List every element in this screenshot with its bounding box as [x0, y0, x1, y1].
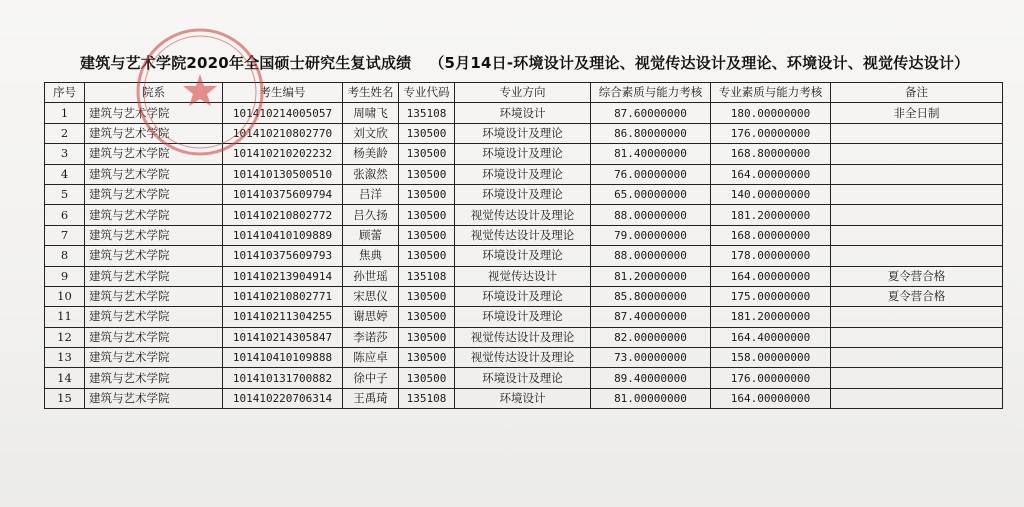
cell-major-direction: 环境设计: [455, 388, 591, 408]
cell-department: 建筑与艺术学院: [85, 144, 223, 164]
cell-candidate-name: 宋思仪: [343, 286, 399, 306]
cell-major-direction: 环境设计及理论: [455, 164, 591, 184]
cell-index: 10: [45, 286, 85, 306]
cell-index: 8: [45, 246, 85, 266]
cell-major-code: 135108: [399, 103, 455, 123]
cell-index: 5: [45, 184, 85, 204]
table-row: [45, 164, 1003, 184]
cell-candidate-name: 陈应卓: [343, 348, 399, 368]
cell-department: 建筑与艺术学院: [85, 388, 223, 408]
cell-professional-score: 140.00000000: [711, 184, 831, 204]
table-row: [45, 388, 1003, 408]
cell-remarks: [831, 246, 1003, 266]
cell-general-score: 87.60000000: [591, 103, 711, 123]
cell-index: 6: [45, 205, 85, 225]
cell-remarks: [831, 144, 1003, 164]
cell-candidate-name: 吕久扬: [343, 205, 399, 225]
cell-general-score: 81.40000000: [591, 144, 711, 164]
cell-major-code: 135108: [399, 266, 455, 286]
header-major-code: 专业代码: [399, 83, 455, 103]
cell-general-score: 73.00000000: [591, 348, 711, 368]
cell-major-code: 130500: [399, 307, 455, 327]
cell-professional-score: 175.00000000: [711, 286, 831, 306]
cell-professional-score: 164.00000000: [711, 164, 831, 184]
table-row: [45, 144, 1003, 164]
cell-remarks: 夏令营合格: [831, 266, 1003, 286]
table-row: [45, 266, 1003, 286]
cell-candidate-name: 吕洋: [343, 184, 399, 204]
cell-department: 建筑与艺术学院: [85, 205, 223, 225]
cell-remarks: [831, 225, 1003, 245]
cell-remarks: [831, 205, 1003, 225]
header-remarks: 备注: [831, 83, 1003, 103]
header-candidate-name: 考生姓名: [343, 83, 399, 103]
cell-major-code: 130500: [399, 123, 455, 143]
cell-general-score: 85.80000000: [591, 286, 711, 306]
cell-candidate-id: 101410210802771: [223, 286, 343, 306]
cell-candidate-name: 张溆然: [343, 164, 399, 184]
cell-general-score: 81.00000000: [591, 388, 711, 408]
table-row: [45, 225, 1003, 245]
cell-index: 15: [45, 388, 85, 408]
cell-general-score: 89.40000000: [591, 368, 711, 388]
table-row: [45, 286, 1003, 306]
cell-major-direction: 视觉传达设计及理论: [455, 205, 591, 225]
cell-candidate-id: 101410210802770: [223, 123, 343, 143]
cell-index: 2: [45, 123, 85, 143]
cell-major-direction: 环境设计及理论: [455, 123, 591, 143]
cell-major-direction: 视觉传达设计及理论: [455, 348, 591, 368]
header-department: 院系: [85, 83, 223, 103]
table-row: [45, 246, 1003, 266]
cell-candidate-id: 101410375609793: [223, 246, 343, 266]
cell-department: 建筑与艺术学院: [85, 368, 223, 388]
cell-candidate-name: 顾蕾: [343, 225, 399, 245]
cell-candidate-name: 杨美龄: [343, 144, 399, 164]
cell-general-score: 87.40000000: [591, 307, 711, 327]
cell-major-code: 130500: [399, 164, 455, 184]
cell-major-code: 130500: [399, 348, 455, 368]
cell-index: 7: [45, 225, 85, 245]
header-general-score: 综合素质与能力考核: [591, 83, 711, 103]
cell-remarks: [831, 348, 1003, 368]
table-header-row: [45, 83, 1003, 103]
cell-candidate-id: 101410220706314: [223, 388, 343, 408]
cell-professional-score: 168.80000000: [711, 144, 831, 164]
cell-major-direction: 环境设计及理论: [455, 286, 591, 306]
cell-professional-score: 180.00000000: [711, 103, 831, 123]
cell-candidate-name: 焦典: [343, 246, 399, 266]
cell-major-code: 130500: [399, 286, 455, 306]
cell-major-direction: 环境设计及理论: [455, 307, 591, 327]
cell-major-code: 130500: [399, 144, 455, 164]
cell-index: 11: [45, 307, 85, 327]
cell-professional-score: 164.00000000: [711, 388, 831, 408]
cell-remarks: [831, 368, 1003, 388]
cell-major-direction: 视觉传达设计及理论: [455, 327, 591, 347]
cell-department: 建筑与艺术学院: [85, 266, 223, 286]
cell-department: 建筑与艺术学院: [85, 246, 223, 266]
cell-candidate-id: 101410130500510: [223, 164, 343, 184]
cell-professional-score: 181.20000000: [711, 307, 831, 327]
cell-general-score: 79.00000000: [591, 225, 711, 245]
cell-remarks: [831, 164, 1003, 184]
cell-general-score: 82.00000000: [591, 327, 711, 347]
title-subtitle: （5月14日-环境设计及理论、视觉传达设计及理论、环境设计、视觉传达设计）: [429, 54, 970, 72]
cell-index: 13: [45, 348, 85, 368]
cell-candidate-name: 李诺莎: [343, 327, 399, 347]
cell-index: 4: [45, 164, 85, 184]
cell-general-score: 81.20000000: [591, 266, 711, 286]
header-professional-score: 专业素质与能力考核: [711, 83, 831, 103]
cell-remarks: 夏令营合格: [831, 286, 1003, 306]
table-row: [45, 103, 1003, 123]
scores-table: [44, 82, 1003, 409]
cell-candidate-name: 谢思婷: [343, 307, 399, 327]
cell-general-score: 76.00000000: [591, 164, 711, 184]
cell-major-direction: 环境设计及理论: [455, 368, 591, 388]
cell-major-code: 130500: [399, 246, 455, 266]
table-row: [45, 327, 1003, 347]
cell-candidate-id: 101410213904914: [223, 266, 343, 286]
table-row: [45, 123, 1003, 143]
document-title: [80, 52, 980, 73]
cell-candidate-name: 王禹琦: [343, 388, 399, 408]
cell-index: 14: [45, 368, 85, 388]
cell-candidate-id: 101410410109888: [223, 348, 343, 368]
cell-candidate-id: 101410131700882: [223, 368, 343, 388]
table-row: [45, 307, 1003, 327]
cell-major-code: 130500: [399, 225, 455, 245]
cell-general-score: 88.00000000: [591, 246, 711, 266]
cell-general-score: 86.80000000: [591, 123, 711, 143]
cell-department: 建筑与艺术学院: [85, 348, 223, 368]
cell-major-direction: 视觉传达设计及理论: [455, 225, 591, 245]
cell-general-score: 65.00000000: [591, 184, 711, 204]
cell-professional-score: 176.00000000: [711, 368, 831, 388]
cell-major-direction: 环境设计: [455, 103, 591, 123]
cell-candidate-id: 101410410109889: [223, 225, 343, 245]
header-major-direction: 专业方向: [455, 83, 591, 103]
cell-department: 建筑与艺术学院: [85, 307, 223, 327]
cell-remarks: [831, 388, 1003, 408]
cell-candidate-name: 孙世瑶: [343, 266, 399, 286]
cell-index: 1: [45, 103, 85, 123]
cell-professional-score: 164.40000000: [711, 327, 831, 347]
table-row: [45, 205, 1003, 225]
cell-candidate-id: 101410214005057: [223, 103, 343, 123]
cell-professional-score: 164.00000000: [711, 266, 831, 286]
cell-remarks: 非全日制: [831, 103, 1003, 123]
cell-index: 3: [45, 144, 85, 164]
cell-candidate-id: 101410210802772: [223, 205, 343, 225]
cell-candidate-name: 徐中子: [343, 368, 399, 388]
header-candidate-id: 考生编号: [223, 83, 343, 103]
cell-department: 建筑与艺术学院: [85, 225, 223, 245]
cell-professional-score: 178.00000000: [711, 246, 831, 266]
cell-department: 建筑与艺术学院: [85, 123, 223, 143]
cell-major-direction: 环境设计及理论: [455, 144, 591, 164]
cell-major-direction: 环境设计及理论: [455, 184, 591, 204]
cell-major-direction: 视觉传达设计: [455, 266, 591, 286]
cell-candidate-id: 101410214305847: [223, 327, 343, 347]
cell-professional-score: 176.00000000: [711, 123, 831, 143]
cell-department: 建筑与艺术学院: [85, 327, 223, 347]
table-row: [45, 184, 1003, 204]
cell-major-code: 130500: [399, 368, 455, 388]
cell-candidate-name: 刘文欣: [343, 123, 399, 143]
cell-index: 12: [45, 327, 85, 347]
cell-remarks: [831, 123, 1003, 143]
header-index: 序号: [45, 83, 85, 103]
cell-department: 建筑与艺术学院: [85, 286, 223, 306]
cell-department: 建筑与艺术学院: [85, 103, 223, 123]
cell-remarks: [831, 327, 1003, 347]
title-main: 建筑与艺术学院2020年全国硕士研究生复试成绩: [80, 54, 412, 72]
table-row: [45, 368, 1003, 388]
cell-professional-score: 168.00000000: [711, 225, 831, 245]
cell-major-direction: 环境设计及理论: [455, 246, 591, 266]
cell-professional-score: 181.20000000: [711, 205, 831, 225]
cell-index: 9: [45, 266, 85, 286]
cell-candidate-id: 101410375609794: [223, 184, 343, 204]
cell-remarks: [831, 184, 1003, 204]
cell-major-code: 135108: [399, 388, 455, 408]
cell-candidate-id: 101410210202232: [223, 144, 343, 164]
cell-candidate-id: 101410211304255: [223, 307, 343, 327]
cell-professional-score: 158.00000000: [711, 348, 831, 368]
cell-candidate-name: 周啸飞: [343, 103, 399, 123]
cell-major-code: 130500: [399, 205, 455, 225]
cell-general-score: 88.00000000: [591, 205, 711, 225]
cell-department: 建筑与艺术学院: [85, 184, 223, 204]
cell-department: 建筑与艺术学院: [85, 164, 223, 184]
table-row: [45, 348, 1003, 368]
cell-major-code: 130500: [399, 327, 455, 347]
cell-major-code: 130500: [399, 184, 455, 204]
cell-remarks: [831, 307, 1003, 327]
